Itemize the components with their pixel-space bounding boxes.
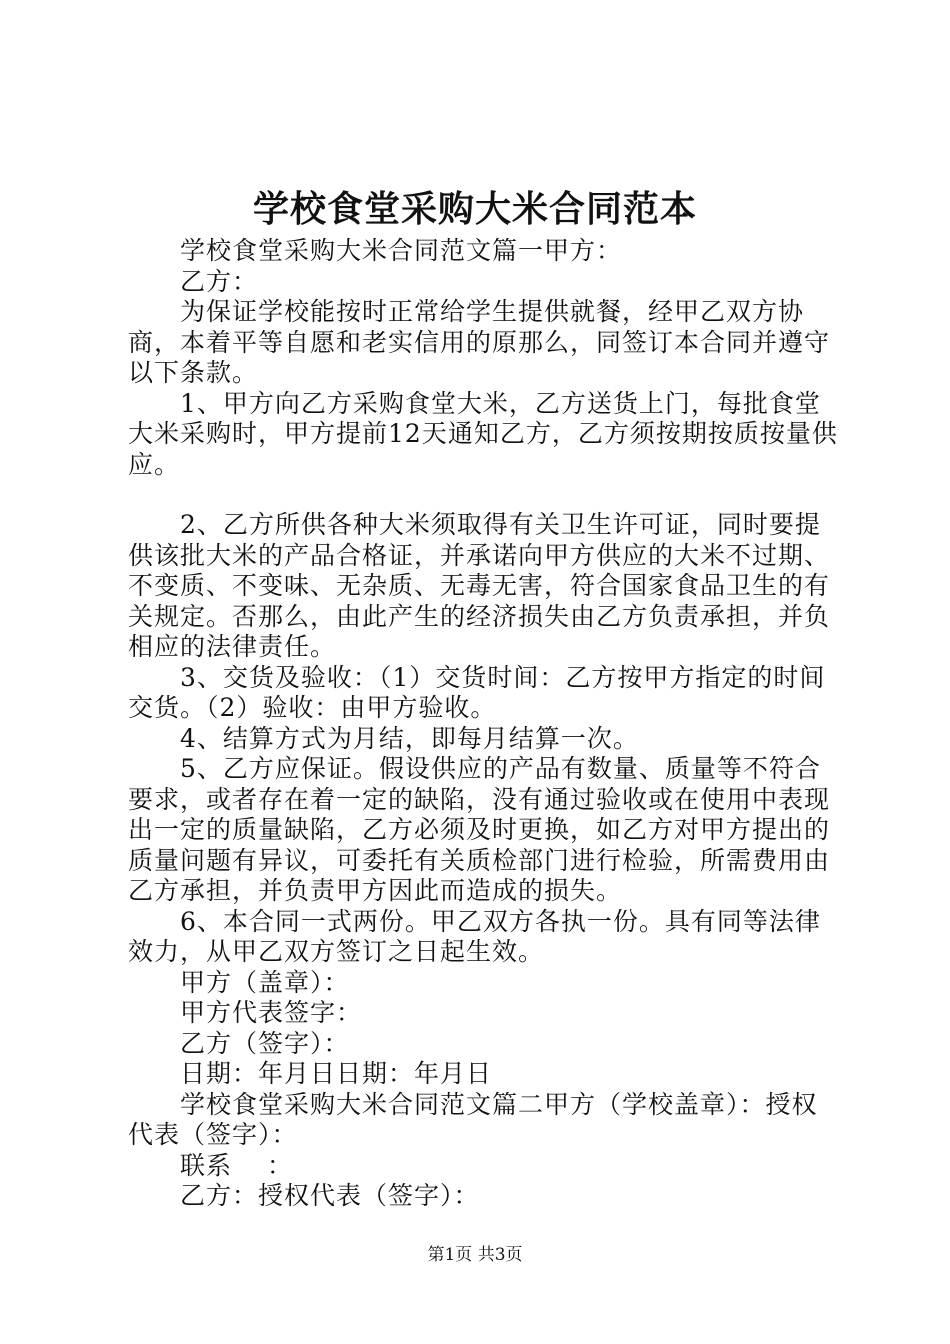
paragraph-intro: 学校食堂采购大米合同范文篇一甲方： [180, 236, 623, 265]
paragraph-second-sample: 学校食堂采购大米合同范文篇二甲方（学校盖章）：授权代表（签字）： [128, 1089, 818, 1149]
paragraph-clause-3: 3、交货及验收：（1）交货时间：乙方按甲方指定的时间交货。（2）验收：由甲方验收。 [128, 662, 826, 722]
paragraph-purpose: 为保证学校能按时正常给学生提供就餐，经甲乙双方协商，本着平等自愿和老实信用的原那么，同签订本合同并遵守以下条款。 [128, 297, 831, 387]
paragraph-clause-1: 1、甲方向乙方采购食堂大米，乙方送货上门，每批食堂大米采购时，甲方提前12天通知乙方，乙方须按期按质按量供应。 [128, 388, 838, 479]
signature-party-b: 乙方（签字）： [180, 1028, 350, 1058]
paragraph-clause-6: 6、本合同一式两份。甲乙双方各执一份。具有同等法律效力，从甲乙双方签订之日起生效。 [128, 906, 821, 966]
signature-party-a-seal: 甲方（盖章）： [180, 967, 350, 997]
paragraph-clause-4: 4、结算方式为月结，即每月结算一次。 [180, 723, 639, 753]
paragraph-party-b: 乙方： [180, 266, 259, 296]
document-body [128, 236, 840, 1212]
signature-party-a-rep: 甲方代表签字： [180, 998, 363, 1027]
paragraph-party-b-rep: 乙方：授权代表（签字）： [180, 1181, 480, 1210]
paragraph-clause-2: 2、乙方所供各种大米须取得有关卫生许可证，同时要提供该批大米的产品合格证，并承诺向甲方供应的大米不过期、不变质、不变味、无杂质、无毒无害，符合国家食品卫生的有关规定。否那么，由此产生的经济损失由乙方负责承担，并负相应的法律责任。 [128, 510, 831, 661]
page-footer: 第1页 共3页 [427, 1245, 523, 1265]
paragraph-contact: 联系 ： [180, 1150, 293, 1180]
signature-dates: 日期：年月日日期：年月日 [180, 1059, 493, 1088]
paragraph-clause-5: 5、乙方应保证。假设供应的产品有数量、质量等不符合要求，或者存在着一定的缺陷，没有通过验收或在使用中表现出一定的质量缺陷，乙方必须及时更换，如乙方对甲方提出的质量问题有异议，可委托有关质检部门进行检验，所需费用由乙方承担，并负责甲方因此而造成的损失。 [128, 754, 831, 905]
document-title: 学校食堂采购大米合同范本 [252, 188, 697, 230]
